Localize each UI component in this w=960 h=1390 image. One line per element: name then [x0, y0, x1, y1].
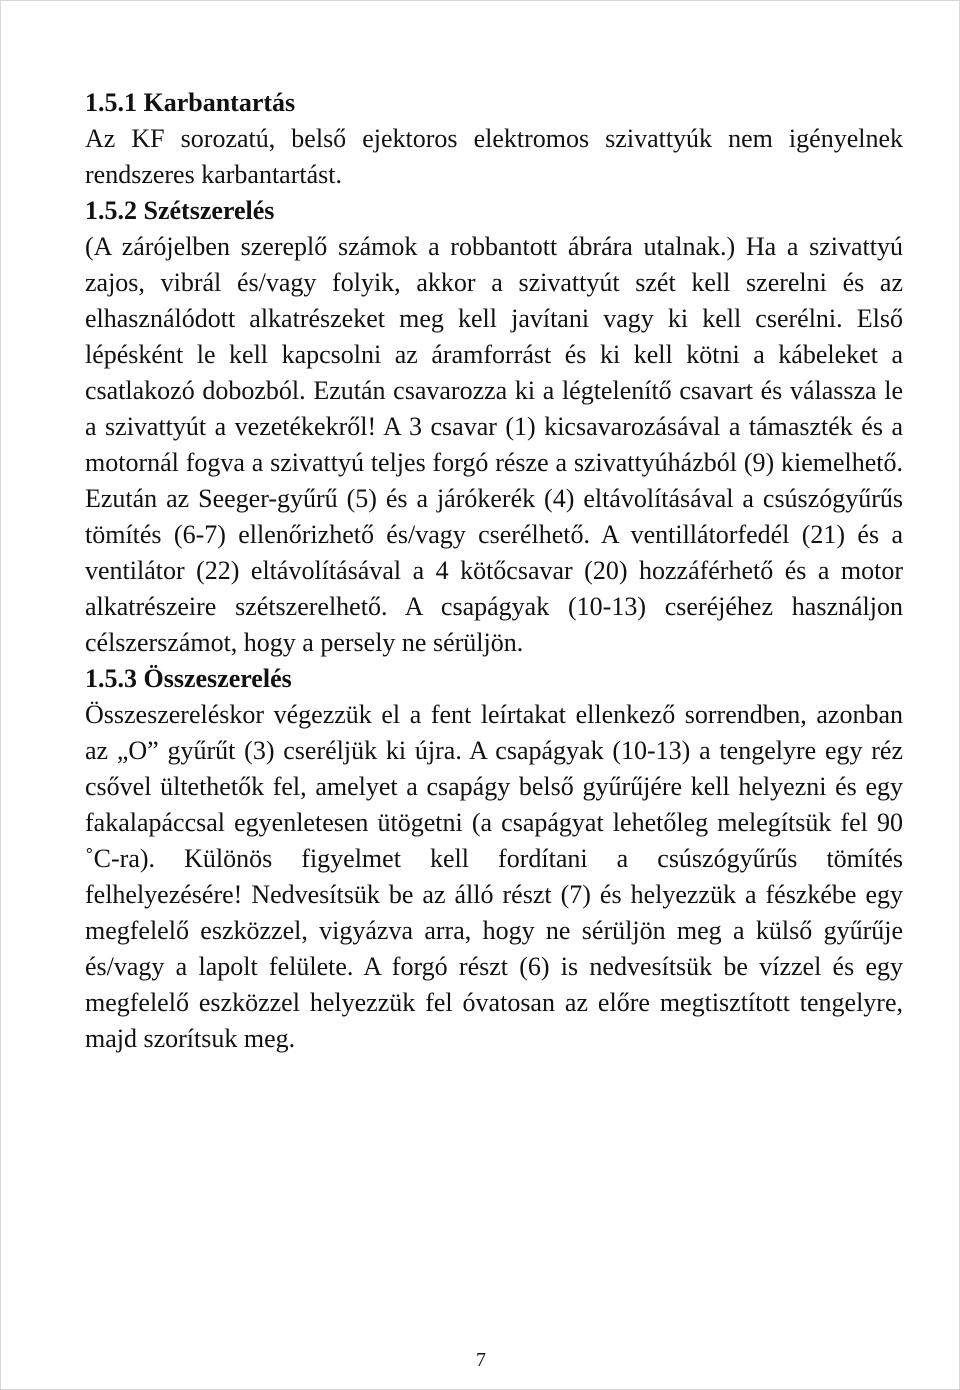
paragraph-szetszereles: (A zárójelben szereplő számok a robbantott ábrára utalnak.) Ha a szivattyú zajos, vibrál és/vagy folyik, akkor a szivattyút szét kell szerelni és az elhasználódott alkatrészeket meg kell javítani vagy ki kell cserélni. Első lépésként le kell kapcsolni az áramforrást és ki kell kötni a kábeleket a csatlakozó dobozból. Ezután csavarozza ki a légtelenítő csavart és válassza le a szivattyút a vezetékekről! A 3 csavar (1) kicsavarozásával a támaszték és a motornál fogva a szivattyú teljes forgó része a szivattyúházból (9) kiemelhető. Ezután az Seeger-gyűrű (5) és a járókerék (4) eltávolításával a csúszógyűrűs tömítés (6-7) ellenőrizhető és/vagy cserélhető. A ventillátorfedél (21) és a ventilátor (22) eltávolításával a 4 kötőcsavar (20) hozzáférhető és a motor alkatrészeire szétszerelhető. A csapágyak (10-13) cseréjéhez használjon célszerszámot, hogy a persely ne sérüljön. [85, 232, 903, 657]
heading-karbantartas: 1.5.1 Karbantartás [85, 88, 296, 117]
page-number: 7 [476, 1349, 486, 1371]
heading-szetszereles: 1.5.2 Szétszerelés [85, 196, 275, 225]
page-body [85, 85, 903, 1057]
paragraph-osszeszereles: Összeszereléskor végezzük el a fent leírtakat ellenkező sorrendben, azonban az „O” gyűrűt (3) cseréljük ki újra. A csapágyak (10-13) a tengelyre egy réz csővel ültethetők fel, amelyet a csapágy belső gyűrűjére kell helyezni és egy fakalapáccsal egyenletesen ütögetni (a csapágyat lehetőleg melegítsük fel 90 ˚C-ra). Különös figyelmet kell fordítani a csúszógyűrűs tömítés felhelyezésére! Nedvesítsük be az álló részt (7) és helyezzük a fészkébe egy megfelelő eszközzel, vigyázva arra, hogy ne sérüljön meg a külső gyűrűje és/vagy a lapolt felülete. A forgó részt (6) is nedvesítsük be vízzel és egy megfelelő eszközzel helyezzük fel óvatosan az előre megtisztított tengelyre, majd szorítsuk meg. [85, 700, 903, 1053]
paragraph-karbantartas: Az KF sorozatú, belső ejektoros elektromos szivattyúk nem igényelnek rendszeres karbantartást. [85, 124, 903, 189]
heading-osszeszereles: 1.5.3 Összeszerelés [85, 664, 292, 693]
